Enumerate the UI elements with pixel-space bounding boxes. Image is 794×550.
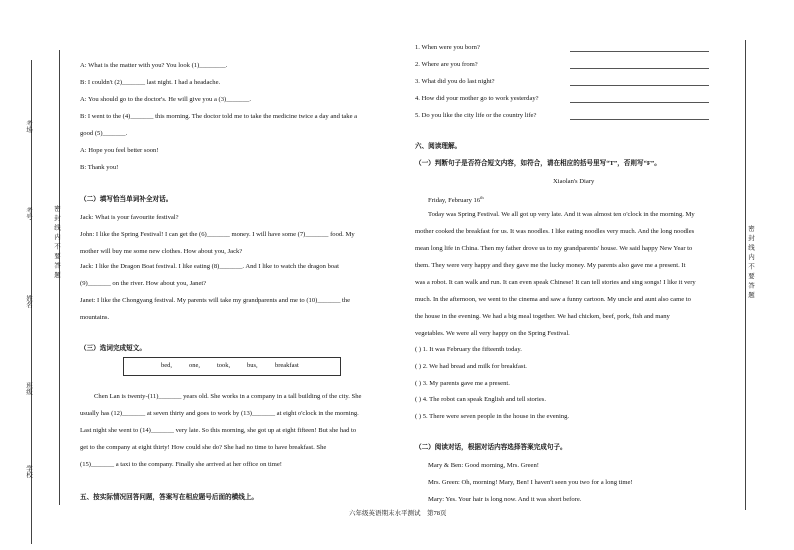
- diary-date: [428, 194, 484, 205]
- right-seal-text: 密封线内不要答题: [747, 225, 754, 301]
- word-bank-item: bed,: [161, 362, 173, 369]
- word-box: [123, 357, 341, 376]
- answer-line[interactable]: [570, 119, 709, 120]
- tf-item[interactable]: ( ) 4. The robot can speak English and tell stories.: [415, 396, 546, 403]
- dialogue-line: B: I couldn't (2)_______ last night. I had a headache.: [80, 79, 221, 86]
- class-label: 班级: [25, 382, 32, 395]
- answer-line[interactable]: [570, 51, 709, 52]
- page-footer: 六年级英语期末水平测试 第78页: [349, 510, 447, 517]
- name-label: 姓名: [25, 295, 32, 308]
- diary-date-text: Friday, February 16: [428, 197, 481, 205]
- question: 3. What did you do last night?: [415, 78, 495, 85]
- dialogue-line: A: Hope you feel better soon!: [80, 147, 159, 154]
- diary-line: Today was Spring Festival. We all got up very late. And it was almost ten o'clock in the morning. My: [428, 211, 695, 218]
- dialogue-line: Mary & Ben: Good morning, Mrs. Green!: [428, 462, 539, 469]
- question: 1. When were you born?: [415, 44, 480, 51]
- answer-line[interactable]: [570, 102, 709, 103]
- answer-line[interactable]: [570, 85, 709, 86]
- left-seal-text: 密封线内不要答题: [53, 205, 60, 281]
- exam-number-label: 考号: [25, 207, 32, 220]
- dialogue-line: Jack: I like the Dragon Boat festival. I like eating (8)_______. And I like to watch the dragon boat: [80, 263, 339, 270]
- dialogue-line: John: I like the Spring Festival! I can get the (6)_______ money. I will have some (7)_______ food. My: [80, 231, 355, 238]
- dialogue-line: good (5)_______.: [80, 130, 128, 137]
- diary-line: the house in the evening. We had a big meal together. We had chicken, beef, pork, fish and many: [415, 313, 670, 320]
- section-2-title: （二）填写恰当单词补全对话。: [80, 196, 173, 203]
- dialogue-line: A: You should go to the doctor's. He will give you a (3)_______.: [80, 96, 251, 103]
- tf-item[interactable]: ( ) 2. We had bread and milk for breakfast.: [415, 363, 527, 370]
- question: 4. How did your mother go to work yesterday?: [415, 95, 539, 102]
- section-5-title: 五、按实际情况回答问题，答案写在相应题号后面的横线上。: [80, 494, 259, 501]
- dialogue-line: (9)_______ on the river. How about you, Janet?: [80, 280, 207, 287]
- tf-item[interactable]: ( ) 3. My parents gave me a present.: [415, 380, 510, 387]
- section-3-title: （三）选词完成短文。: [80, 345, 146, 352]
- passage-line: usually has (12)_______ at seven thirty and goes to work by (13)_______ at eight o'clock in the morning.: [80, 410, 359, 417]
- word-bank-item: took,: [217, 362, 231, 369]
- diary-line: mother cooked the breakfast for us. It was noodles. I like eating noodles very much. And the long noodles: [415, 228, 695, 235]
- dialogue-line: Janet: I like the Chongyang festival. My parents will take my grandparents and me to (10)_______ the: [80, 297, 351, 304]
- part-2-title: （二）阅读对话，根据对话内容选择答案完成句子。: [415, 444, 567, 451]
- dialogue-line: mother will buy me some new clothes. How about you, Jack?: [80, 248, 243, 255]
- passage-line: (15)_______ a taxi to the company. Finally she arrived at her office on time!: [80, 461, 282, 468]
- word-bank-item: breakfast: [275, 362, 299, 369]
- question: 2. Where are you from?: [415, 61, 478, 68]
- dialogue-line: Mary: Yes. Your hair is long now. And it was short before.: [428, 496, 582, 503]
- passage-line: Last night she went to (14)_______ very late. So this morning, she got up at eight fifteen! But she had to: [80, 427, 357, 434]
- tf-item[interactable]: ( ) 5. There were seven people in the house in the evening.: [415, 413, 570, 420]
- diary-line: them. They were very happy and they gave me the lucky money. My parents also gave me a present. It: [415, 262, 686, 269]
- part-1-title: （一）判断句子是否符合短文内容，如符合，请在相应的括号里写“T”，否则写“F”。: [415, 160, 661, 167]
- dialogue-line: B: Thank you!: [80, 164, 119, 171]
- section-6-title: 六、阅读理解。: [415, 143, 462, 150]
- answer-line[interactable]: [570, 68, 709, 69]
- dialogue-line: mountains.: [80, 314, 110, 321]
- passage-line: Chen Lan is twenty-(11)_______ years old. She works in a company in a tall building of the city. She: [94, 393, 362, 400]
- word-bank-item: bus,: [247, 362, 258, 369]
- passage-line: get to the company at eight thirty! How could she do? She had no time to have breakfast. She: [80, 444, 327, 451]
- tf-item[interactable]: ( ) 1. It was February the fifteenth today.: [415, 346, 522, 353]
- diary-title: Xiaolan's Diary: [553, 178, 595, 185]
- question: 5. Do you like the city life or the country life?: [415, 112, 537, 119]
- diary-line: much. In the afternoon, we went to the cinema and saw a funny cartoon. My uncle and aunt also came to: [415, 296, 691, 303]
- dialogue-line: A: What is the matter with you? You look (1)________.: [80, 62, 228, 69]
- dialogue-line: B: I went to the (4)_______ this morning. The doctor told me to take the medicine twice a day and take a: [80, 113, 358, 120]
- dialogue-line: Mrs. Green: Oh, morning! Mary, Ben! I haven't seen you two for a long time!: [428, 479, 633, 486]
- diary-line: mean long life in China. Then my father drove us to my grandparents' house. We said happy New Year to: [415, 245, 693, 252]
- word-bank-item: one,: [189, 362, 201, 369]
- school-label: 学校: [25, 465, 32, 478]
- dialogue-line: Jack: What is your favourite festival?: [80, 214, 179, 221]
- diary-line: vegetables. We were all very happy on the Spring Festival.: [415, 330, 570, 337]
- diary-line: was a robot. It can walk and run. It can even speak Chinese! It can tell stories and sing songs! I like it very: [415, 279, 696, 286]
- exam-room-label: 考场: [25, 120, 32, 133]
- diary-date-suffix: th: [480, 195, 484, 200]
